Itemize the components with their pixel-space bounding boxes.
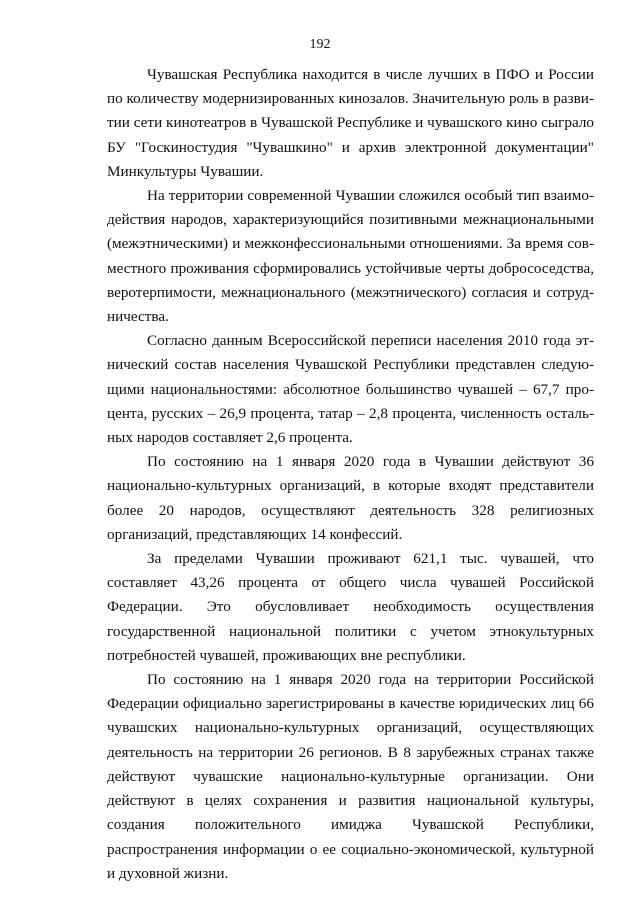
paragraph-cinema: Чувашская Республика находится в числе лучших в ПФО и России по количеству модернизированных кинозалов. Значительную роль в развитии сети кинотеатров в Чувашской Республике и чувашского кино сыграло БУ "Госкиностудия "Чувашкино" и архив электронной документации" Минкультуры Чувашии. <box>107 66 594 180</box>
paragraph-census-2010: Согласно данным Всероссийской переписи населения 2010 года этнический состав населения Чувашской Республики представлен следующими национальностями: абсолютное большинство чувашей – 67,7 процента, русских – 26,9 процента, татар – 2,8 процента, численность остальных народов составляет 2,6 процента. <box>107 332 594 447</box>
paragraph-diaspora: За пределами Чувашии проживают 621,1 тыс. чувашей, что составляет 43,26 процента от общего числа чувашей Российской Федерации. Это обусловливает необходимость осуществления государственной национальной политики с учетом этнокультурных потребностей чувашей, проживающих вне республики. <box>107 550 594 664</box>
body-text <box>107 63 594 886</box>
page-number: 192 <box>309 37 331 52</box>
paragraph-interethnic-relations: На территории современной Чувашии сложился особый тип взаимодействия народов, характеризующийся позитивными межнациональными (межэтническими) и межконфессиональными отношениями. За время совместного проживания сформировались устойчивые черты добрососедства, веротерпимости, межнационального (межэтнического) согласия и сотрудничества. <box>107 187 594 326</box>
paragraph-regional-organizations: По состоянию на 1 января 2020 года на территории Российской Федерации официально зарегистрированы в качестве юридических лиц 66 чувашских национально-культурных организаций, осуществляющих деятельность на территории 26 регионов. В 8 зарубежных странах также действуют чувашские национально-культурные организации. Они действуют в целях сохранения и развития национальной культуры, создания положительного имиджа Чувашской Республики, распространения информации о ее социально-экономической, культурной и духовной жизни. <box>107 671 594 882</box>
paragraph-organizations: По состоянию на 1 января 2020 года в Чувашии действуют 36 национально-культурных организаций, в которые входят представители более 20 народов, осуществляют деятельность 328 религиозных организаций, представляющих 14 конфессий. <box>107 453 594 543</box>
